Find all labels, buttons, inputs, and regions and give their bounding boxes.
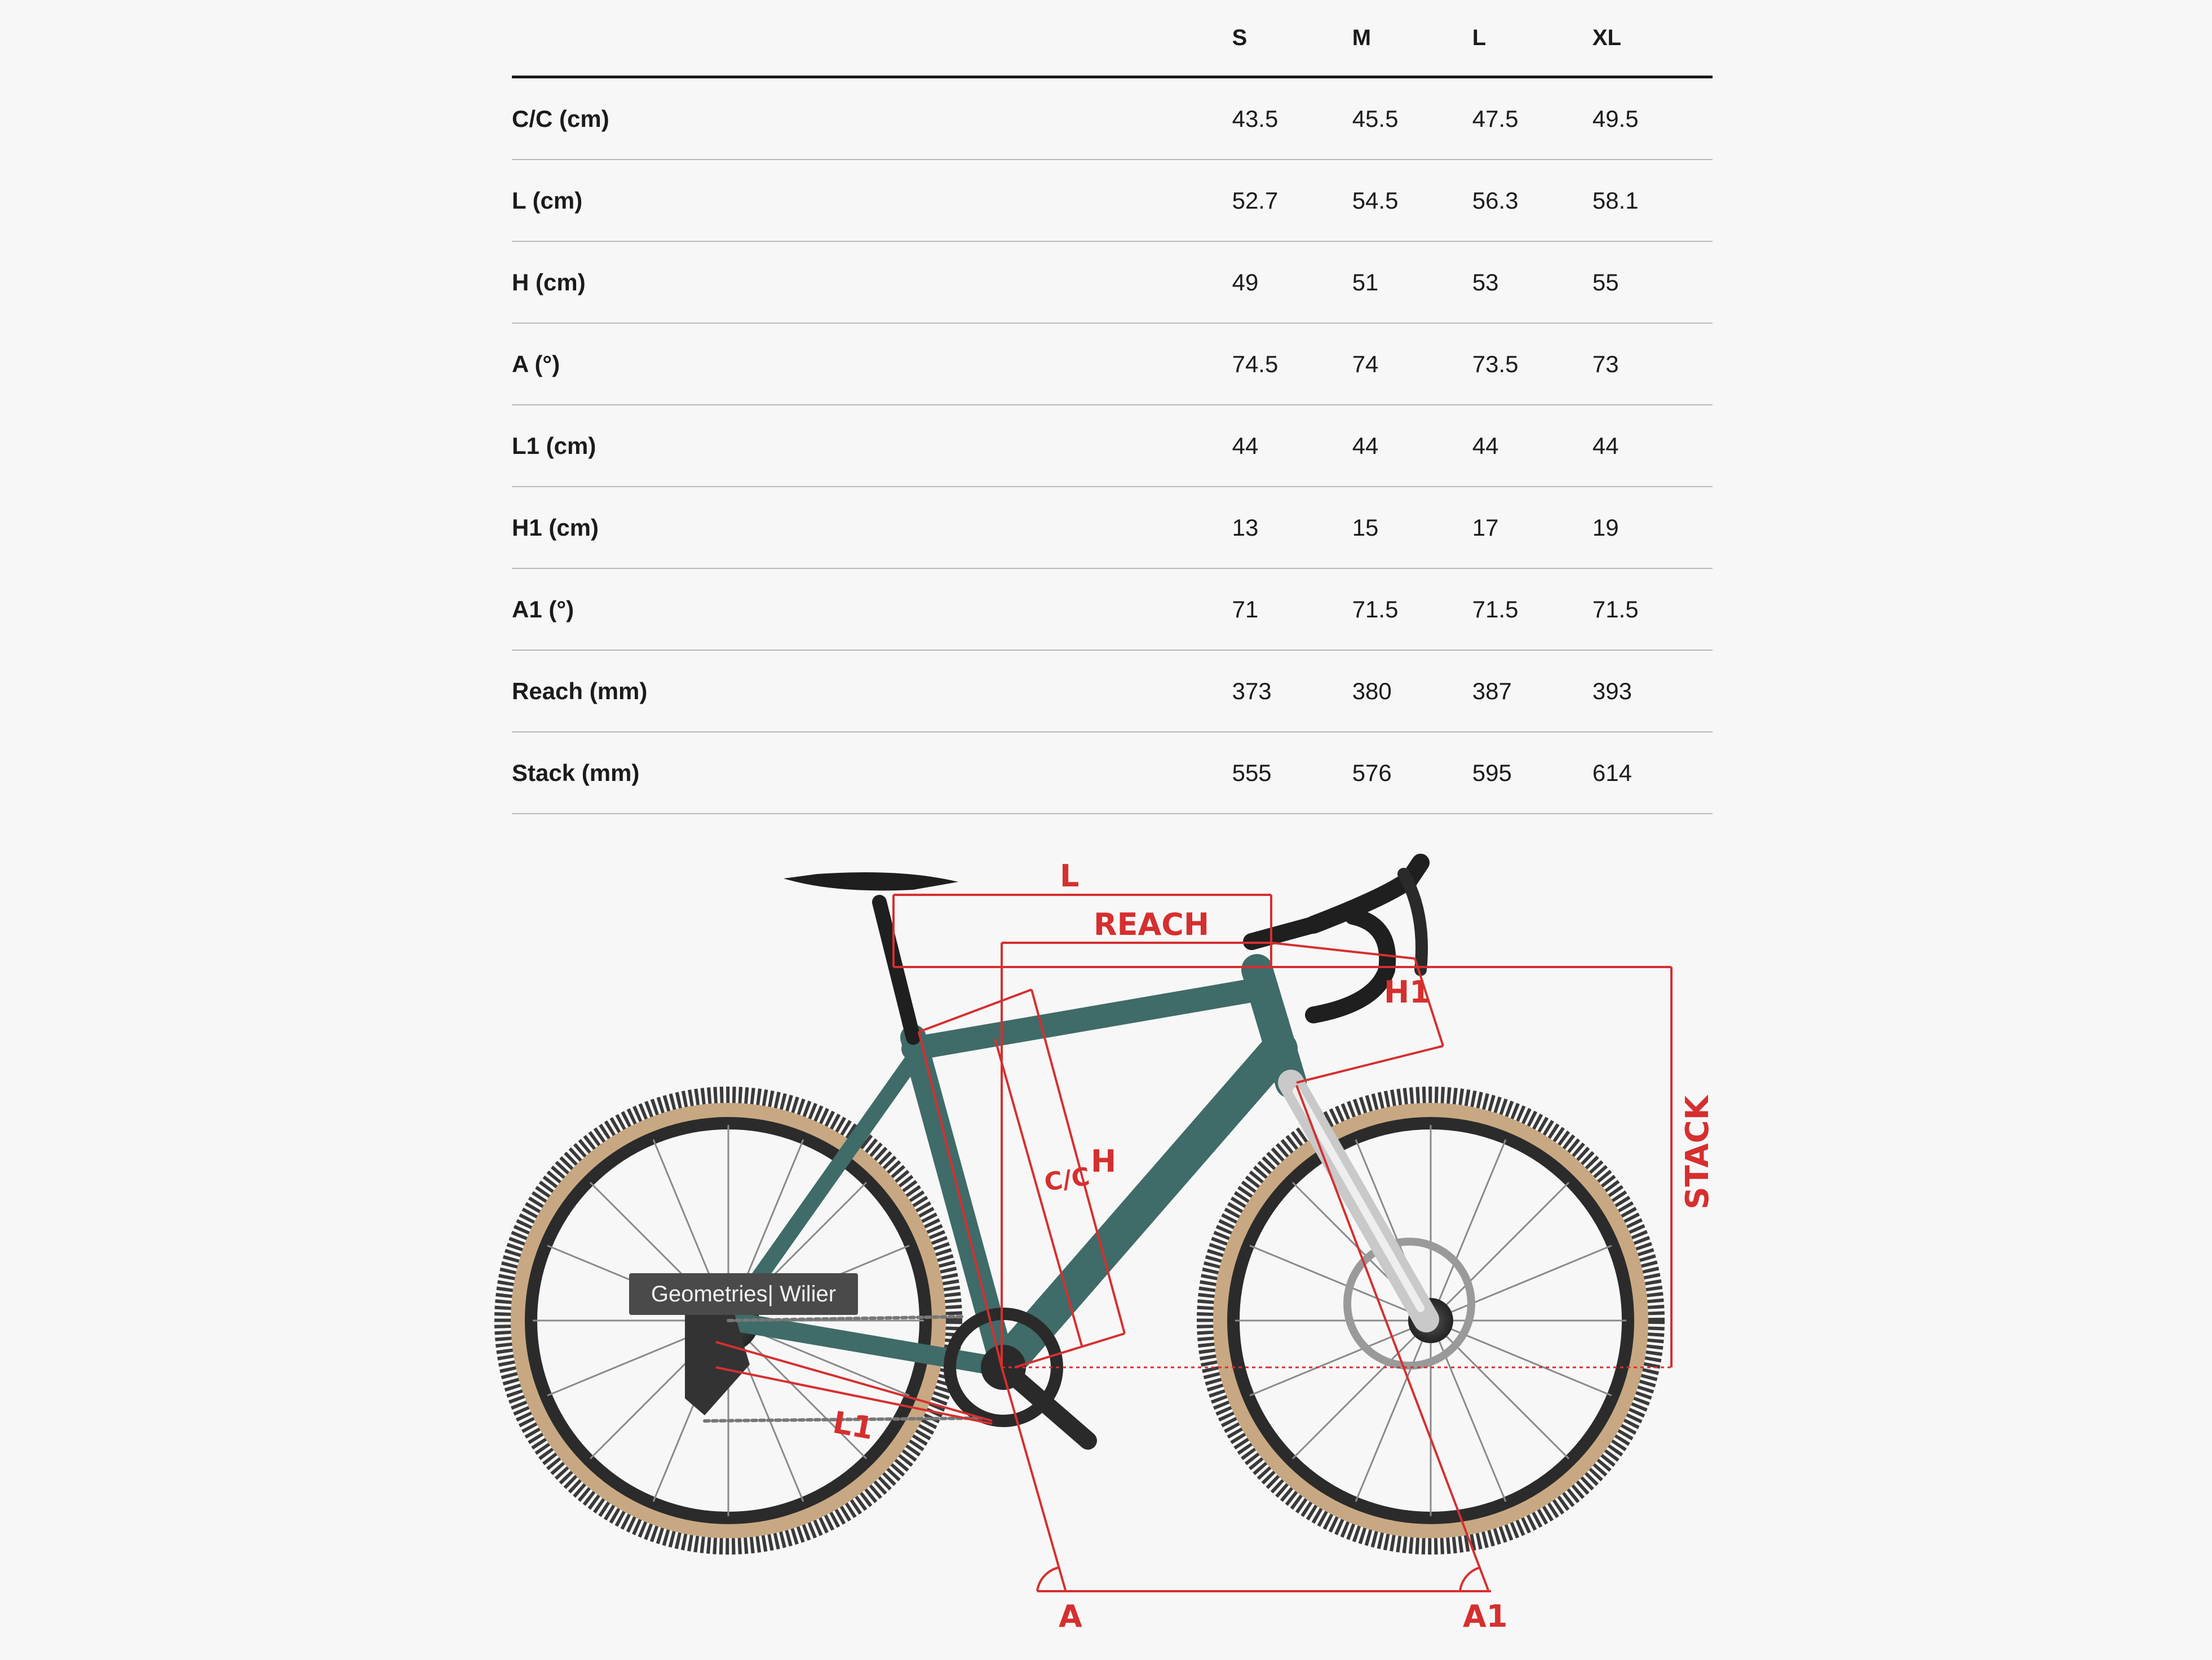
- header-size-xl: XL: [1592, 0, 1713, 77]
- table-row: [512, 77, 1713, 160]
- table-row: [512, 487, 1713, 568]
- row-label: L1 (cm): [512, 405, 1232, 487]
- row-label: Reach (mm): [512, 650, 1232, 732]
- label-l: L: [1060, 858, 1080, 894]
- row-label: C/C (cm): [512, 77, 1232, 160]
- cell-value: 71: [1232, 568, 1352, 650]
- cell-value: 73.5: [1472, 323, 1592, 405]
- table-header-row: [512, 0, 1713, 77]
- table-row: [512, 732, 1713, 814]
- table-row: [512, 323, 1713, 405]
- cell-value: 595: [1472, 732, 1592, 814]
- cell-value: 576: [1352, 732, 1472, 814]
- cell-value: 58.1: [1592, 160, 1713, 241]
- row-label: L (cm): [512, 160, 1232, 241]
- label-a1: A1: [1463, 1599, 1508, 1634]
- cell-value: 73: [1592, 323, 1713, 405]
- cell-value: 44: [1472, 405, 1592, 487]
- cell-value: 71.5: [1592, 568, 1713, 650]
- cell-value: 614: [1592, 732, 1713, 814]
- cell-value: 71.5: [1472, 568, 1592, 650]
- row-label: H1 (cm): [512, 487, 1232, 568]
- row-label: Stack (mm): [512, 732, 1232, 814]
- row-label: A1 (°): [512, 568, 1232, 650]
- cell-value: 55: [1592, 241, 1713, 323]
- geometry-table: [512, 0, 1713, 814]
- cell-value: 393: [1592, 650, 1713, 732]
- label-l1: L1: [830, 1404, 877, 1447]
- table-row: [512, 241, 1713, 323]
- label-a: A: [1059, 1599, 1082, 1634]
- cell-value: 52.7: [1232, 160, 1352, 241]
- cell-value: 49: [1232, 241, 1352, 323]
- label-h: H: [1091, 1144, 1117, 1179]
- header-size-m: M: [1352, 0, 1472, 77]
- table-row: [512, 160, 1713, 241]
- cell-value: 44: [1232, 405, 1352, 487]
- table-row: [512, 568, 1713, 650]
- cell-value: 387: [1472, 650, 1592, 732]
- header-size-s: S: [1232, 0, 1352, 77]
- cell-value: 380: [1352, 650, 1472, 732]
- cell-value: 13: [1232, 487, 1352, 568]
- header-size-l: L: [1472, 0, 1592, 77]
- cell-value: 44: [1592, 405, 1713, 487]
- cell-value: 19: [1592, 487, 1713, 568]
- table-row: [512, 405, 1713, 487]
- cell-value: 47.5: [1472, 77, 1592, 160]
- cell-value: 74.5: [1232, 323, 1352, 405]
- cell-value: 15: [1352, 487, 1472, 568]
- label-cc: C/C: [1042, 1162, 1092, 1197]
- cell-value: 74: [1352, 323, 1472, 405]
- row-label: H (cm): [512, 241, 1232, 323]
- cell-value: 45.5: [1352, 77, 1472, 160]
- bike-geometry-diagram: [0, 823, 2212, 1660]
- cell-value: 17: [1472, 487, 1592, 568]
- cell-value: 56.3: [1472, 160, 1592, 241]
- row-label: A (°): [512, 323, 1232, 405]
- cell-value: 53: [1472, 241, 1592, 323]
- cell-value: 54.5: [1352, 160, 1472, 241]
- cell-value: 43.5: [1232, 77, 1352, 160]
- label-reach: REACH: [1094, 907, 1210, 942]
- header-empty: [512, 0, 1232, 77]
- cell-value: 51: [1352, 241, 1472, 323]
- cell-value: 555: [1232, 732, 1352, 814]
- cell-value: 44: [1352, 405, 1472, 487]
- label-h1: H1: [1384, 974, 1431, 1010]
- table-row: [512, 650, 1713, 732]
- cell-value: 373: [1232, 650, 1352, 732]
- cell-value: 71.5: [1352, 568, 1472, 650]
- cell-value: 49.5: [1592, 77, 1713, 160]
- label-stack: STACK: [1679, 1095, 1716, 1209]
- image-tooltip: Geometries| Wilier: [629, 1273, 858, 1315]
